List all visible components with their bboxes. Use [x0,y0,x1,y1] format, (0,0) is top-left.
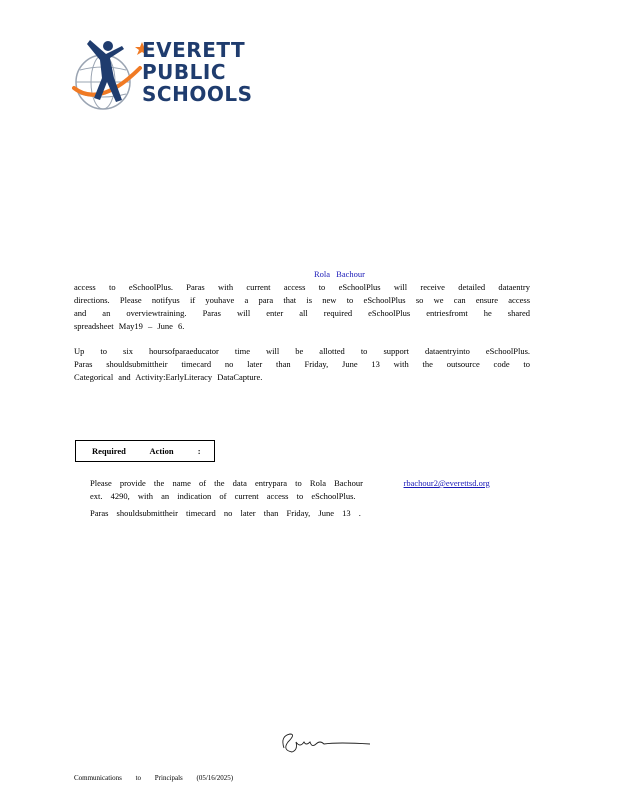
list-item [74,507,530,520]
paragraph-line: Categorical and Activity:EarlyLiteracy DataCapture. [74,372,263,382]
paragraph-line: access to eSchoolPlus. Paras with current access to eSchoolPlus will receive detailed dataentry [74,282,530,292]
list-item [74,477,530,503]
logo-line-schools: SCHOOLS [142,82,253,106]
logo-line-everett: EVERETT [142,38,246,62]
bullet-text-line: ext. 4290, with an indication of current access to eSchoolPlus. [90,491,356,501]
handwritten-signature [278,728,378,758]
document-footer: Communications to Principals (05/16/2025) [74,774,234,782]
bullet-marker [74,507,81,520]
paragraph-line: Up to six hoursofparaeducator time will be allotted to support dataentryinto eSchoolPlus. [74,346,530,356]
paragraph-line: and an overviewtraining. Paras will enter all required eSchoolPlus entriesfromt he shared [74,308,530,318]
paragraph-line: directions. Please notifyus if youhave a para that is new to eSchoolPlus so we can ensure access [74,295,530,305]
bullet-text [90,477,530,490]
paragraph-data-entry [74,281,530,333]
contact-name: Rola Bachour [314,269,365,279]
paragraph-time-allotment [74,345,530,384]
bullet-marker [74,477,81,490]
bullet-text-line: Please provide the name of the data entrypara to Rola Bachour [90,478,363,488]
required-action-box [75,440,215,462]
email-link[interactable]: rbachour2@everettsd.org [403,478,490,488]
paragraph-line: Paras shouldsubmittheir timecard no later than Friday, June 13 with the outsource code to [74,359,530,369]
required-action-label: Required Action : [92,446,201,456]
action-bullet-list [74,477,530,524]
paragraph-line: spreadsheet May19 – June 6. [74,321,185,331]
logo-line-public: PUBLIC [142,60,227,84]
bullet-text: Paras shouldsubmittheir timecard no later than Friday, June 13 . [90,508,361,518]
logo-wordmark [142,39,252,105]
